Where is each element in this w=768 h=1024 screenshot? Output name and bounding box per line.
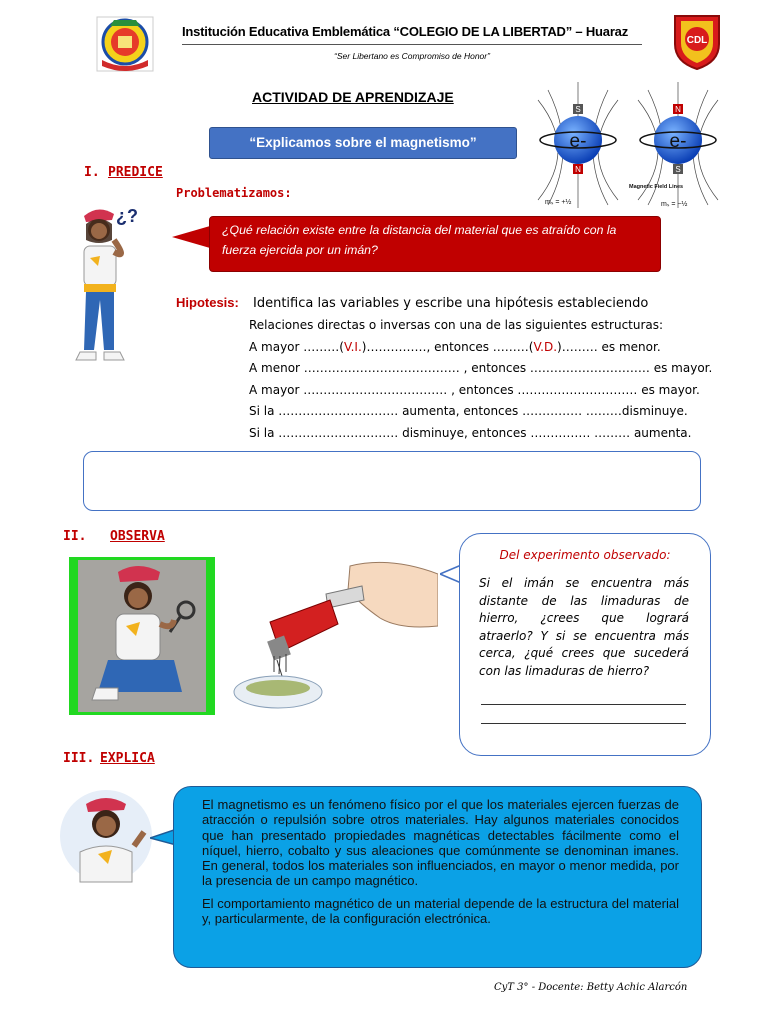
pole-label: N bbox=[675, 105, 681, 114]
hypothesis-structure-5: Si la ………………………… disminuye, entonces …………… ……… aumenta. bbox=[249, 426, 692, 440]
problem-question-box: ¿Qué relación existe entre la distancia del material que es atraído con la fuerza ejercida por un imán? bbox=[209, 216, 661, 272]
hypothesis-structure-2: A menor ………………………………… , entonces ………………………… es mayor. bbox=[249, 361, 713, 375]
pole-label: N bbox=[575, 165, 581, 174]
electron-label: e- bbox=[569, 131, 587, 152]
magnetism-explanation-box bbox=[173, 786, 702, 968]
section-number: I. bbox=[84, 165, 100, 180]
explanation-paragraph: El comportamiento magnético de un material depende de la estructura del material y, particularmente, de la configuración electrónica. bbox=[202, 895, 679, 927]
explanation-paragraph: El magnetismo es un fenómeno físico por el que los materiales ejercen fuerzas de atracción o repulsión sobre otros materiales. Hay algunos materiales conocidos que han presentado propiedades magnéticas detectables fácilmente como el níquel, hierro, cobalto y sus aleaciones que comúnmente se denominan imanes. En general, todos los materiales son influenciados, en mayor o menor medida, por la presencia de un campo magnético. bbox=[202, 797, 679, 889]
header-divider bbox=[182, 44, 642, 45]
school-logo-left bbox=[96, 16, 154, 72]
structure-text: )……………, entonces ………( bbox=[361, 340, 534, 354]
section-number: III. bbox=[63, 751, 95, 766]
dependent-variable-marker: V.D. bbox=[533, 340, 558, 354]
section-title: OBSERVA bbox=[110, 529, 165, 544]
section-title: EXPLICA bbox=[100, 751, 155, 766]
independent-variable-marker: V.I. bbox=[343, 340, 362, 354]
electron-spin-illustration bbox=[533, 80, 723, 210]
structure-text: )……… es menor. bbox=[557, 340, 661, 354]
hypothesis-answer-box[interactable] bbox=[83, 451, 701, 511]
electron-label: e- bbox=[669, 131, 687, 152]
school-title: Institución Educativa Emblemática “COLEGIO DE LA LIBERTAD” – Huaraz bbox=[182, 24, 629, 39]
thinking-student-illustration bbox=[66, 200, 150, 370]
hypothesis-instruction: Identifica las variables y escribe una hipótesis estableciendo bbox=[253, 296, 649, 311]
hypothesis-label: Hipotesis: bbox=[176, 295, 239, 310]
spin-value-left: mₛ = +½ bbox=[545, 199, 572, 206]
footer-credit: CyT 3° - Docente: Betty Achic Alarcón bbox=[494, 982, 688, 993]
shield-logo-text: CDL bbox=[686, 35, 708, 46]
observation-bubble-title: Del experimento observado: bbox=[499, 548, 671, 562]
svg-text:¿?: ¿? bbox=[116, 206, 138, 226]
activity-subtitle: “Explicamos sobre el magnetismo” bbox=[209, 127, 517, 159]
hypothesis-structure-4: Si la ………………………… aumenta, entonces …………… ………disminuye. bbox=[249, 404, 688, 418]
structure-text: A mayor ………( bbox=[249, 340, 344, 354]
school-motto: “Ser Libertano es Compromiso de Honor” bbox=[334, 51, 490, 61]
spin-value-right: mₛ = −½ bbox=[661, 201, 688, 208]
hypothesis-structure-3: A mayor ……………………………… , entonces ………………………… es mayor. bbox=[249, 383, 700, 397]
observing-student-illustration bbox=[78, 560, 206, 712]
answer-line[interactable] bbox=[481, 723, 686, 724]
pole-label: S bbox=[675, 165, 681, 174]
question-bubble-tail bbox=[172, 226, 210, 248]
field-lines-caption: Magnetic Field Lines bbox=[629, 184, 684, 190]
answer-line[interactable] bbox=[481, 704, 686, 705]
magnet-filings-illustration bbox=[230, 556, 438, 716]
section-title: PREDICE bbox=[108, 165, 163, 180]
pole-label: S bbox=[575, 105, 581, 114]
observation-bubble-question: Si el imán se encuentra más distante de las limaduras de hierro, ¿crees que logrará atraerlo? Y si se encuentra más cerca, ¿qué crees que sucederá con las limaduras de hierro? bbox=[479, 576, 689, 678]
school-shield-logo bbox=[672, 12, 722, 70]
hypothesis-instruction-2: Relaciones directas o inversas con una de las siguientes estructuras: bbox=[249, 318, 664, 332]
hypothesis-structure-1 bbox=[249, 340, 661, 354]
section-number: II. bbox=[63, 529, 87, 544]
problem-label: Problematizamos: bbox=[176, 186, 292, 200]
explaining-student-avatar bbox=[56, 788, 156, 884]
activity-title: ACTIVIDAD DE APRENDIZAJE bbox=[252, 89, 454, 105]
